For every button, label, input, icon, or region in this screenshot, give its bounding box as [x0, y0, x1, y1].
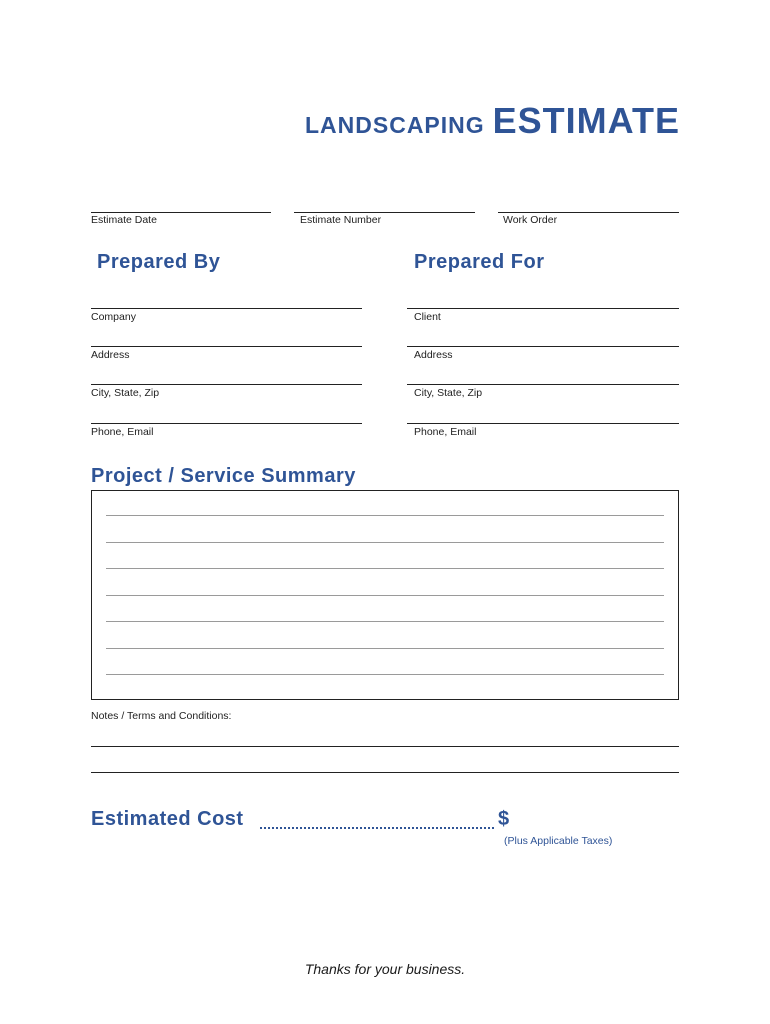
client-line[interactable] [407, 308, 679, 309]
project-summary-box[interactable] [91, 490, 679, 700]
by-phone-email-label: Phone, Email [91, 426, 154, 438]
prepared-for-heading: Prepared For [414, 251, 545, 273]
estimate-date-line[interactable] [91, 212, 271, 213]
work-order-label: Work Order [503, 214, 558, 226]
estimate-date-label: Estimate Date [91, 214, 157, 226]
estimated-cost-leader [260, 827, 494, 829]
by-city-state-zip-label: City, State, Zip [91, 387, 160, 399]
notes-line-1[interactable] [91, 746, 679, 747]
by-address-line[interactable] [91, 346, 362, 347]
for-address-line[interactable] [407, 346, 679, 347]
title-landscaping: LANDSCAPING [304, 112, 485, 138]
summary-rule [106, 542, 664, 543]
summary-rule [106, 515, 664, 516]
summary-rule [106, 674, 664, 675]
by-city-state-zip-line[interactable] [91, 384, 362, 385]
document-title [0, 100, 680, 142]
taxes-note: (Plus Applicable Taxes) [504, 835, 613, 847]
for-phone-email-label: Phone, Email [414, 426, 477, 438]
prepared-by-heading: Prepared By [97, 251, 221, 273]
title-estimate: ESTIMATE [492, 100, 680, 141]
summary-rule [106, 595, 664, 596]
for-address-label: Address [414, 349, 453, 361]
currency-symbol: $ [498, 808, 510, 830]
project-summary-heading: Project / Service Summary [91, 465, 356, 487]
for-phone-email-line[interactable] [407, 423, 679, 424]
summary-rule [106, 568, 664, 569]
for-city-state-zip-label: City, State, Zip [414, 387, 483, 399]
notes-label: Notes / Terms and Conditions: [91, 710, 232, 722]
company-line[interactable] [91, 308, 362, 309]
work-order-line[interactable] [498, 212, 679, 213]
summary-rule [106, 648, 664, 649]
estimate-number-line[interactable] [294, 212, 475, 213]
client-label: Client [414, 311, 441, 323]
estimated-cost-label: Estimated Cost [91, 808, 244, 830]
notes-line-2[interactable] [91, 772, 679, 773]
company-label: Company [91, 311, 136, 323]
thanks-message: Thanks for your business. [304, 961, 466, 977]
by-phone-email-line[interactable] [91, 423, 362, 424]
estimate-number-label: Estimate Number [300, 214, 382, 226]
summary-rule [106, 621, 664, 622]
by-address-label: Address [91, 349, 130, 361]
for-city-state-zip-line[interactable] [407, 384, 679, 385]
